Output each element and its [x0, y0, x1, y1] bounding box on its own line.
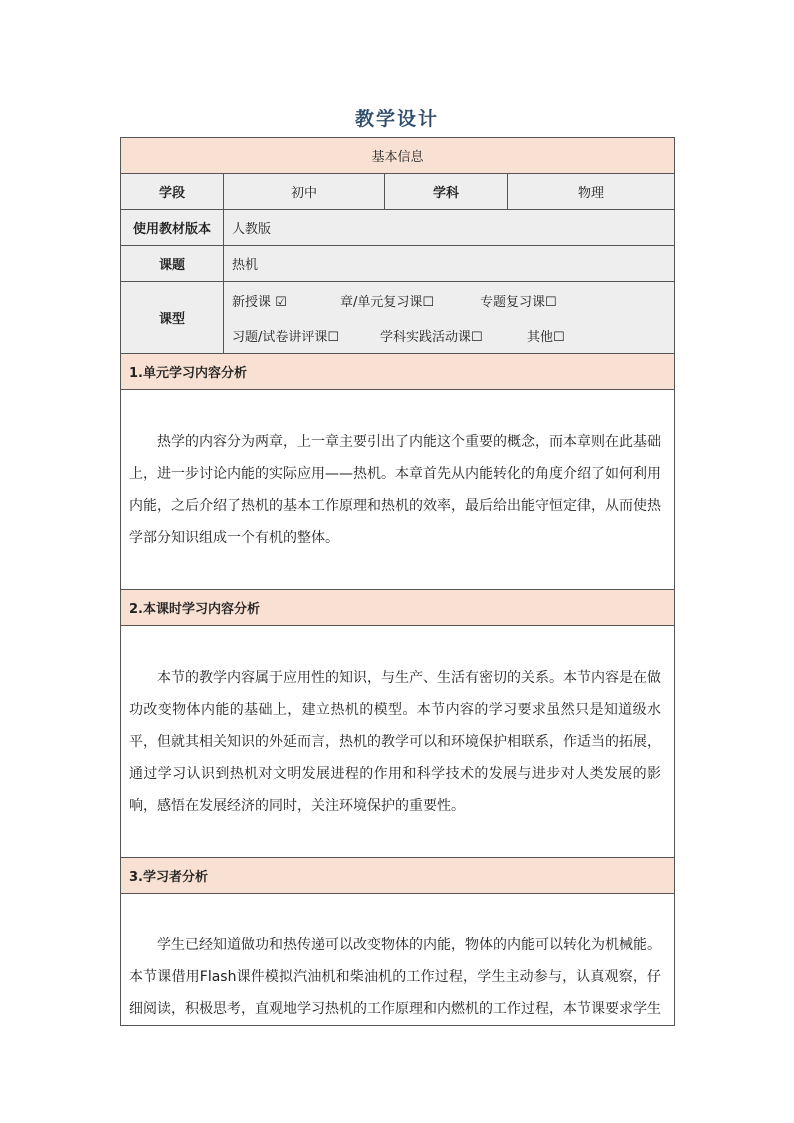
section-paragraph: 本节的教学内容属于应用性的知识，与生产、生活有密切的关系。本节内容是在做功改变物体内能的基础上，建立热机的模型。本节内容的学习要求虽然只是知道级水平，但就其相关知识的外延而言，热机的教学可以和环境保护相联系，作适当的拓展，通过学习认识到热机对文明发展进程的作用和科学技术的发展与进步对人类发展的影响，感悟在发展经济的同时，关注环境保护的重要性。	[129, 669, 662, 814]
basic-info-header-row	[121, 138, 675, 174]
section-heading: 2.本课时学习内容分析	[121, 590, 675, 626]
basic-info-header: 基本信息	[121, 138, 675, 174]
option-exercise-review[interactable]: 习题/试卷讲评课☐	[232, 329, 340, 345]
topic-label: 课题	[121, 246, 224, 282]
textbook-label: 使用教材版本	[121, 210, 224, 246]
lesson-type-row	[121, 282, 675, 354]
lesson-type-options-line-1	[224, 283, 674, 318]
option-practice-activity[interactable]: 学科实践活动课☐	[380, 329, 483, 345]
option-other[interactable]: 其他☐	[527, 329, 565, 345]
section-paragraph: 热学的内容分为两章，上一章主要引出了内能这个重要的概念，而本章则在此基础上，进一步讨论内能的实际应用——热机。本章首先从内能转化的角度介绍了如何利用内能，之后介绍了热机的基本工作原理和热机的效率，最后给出能守恒定律，从而使热学部分知识组成一个有机的整体。	[129, 433, 662, 546]
section-1-body-row	[121, 390, 675, 590]
textbook-row	[121, 210, 675, 246]
section-paragraph: 学生已经知道做功和热传递可以改变物体的内能，物体的内能可以转化为机械能。本节课借用Flash课件模拟汽油机和柴油机的工作过程，学生主动参与，认真观察，仔细阅读，积极思考，直观地学习热机的工作原理和内燃机的工作过程，本节课要求学生	[129, 937, 662, 1017]
subject-value: 物理	[508, 174, 675, 210]
section-3-heading-row	[121, 858, 675, 894]
lesson-type-options-line-2	[224, 318, 674, 353]
lesson-type-label: 课型	[121, 282, 224, 354]
section-heading: 1.单元学习内容分析	[121, 354, 675, 390]
section-body	[121, 894, 675, 1026]
section-body	[121, 626, 675, 858]
topic-value: 热机	[224, 246, 675, 282]
lesson-design-table	[120, 137, 675, 1026]
section-2-heading-row	[121, 590, 675, 626]
section-heading: 3.学习者分析	[121, 858, 675, 894]
stage-subject-row	[121, 174, 675, 210]
option-topic-review[interactable]: 专题复习课☐	[480, 294, 557, 310]
stage-value: 初中	[224, 174, 385, 210]
topic-row	[121, 246, 675, 282]
section-body	[121, 390, 675, 590]
subject-label: 学科	[385, 174, 508, 210]
textbook-value: 人教版	[224, 210, 675, 246]
section-1-heading-row	[121, 354, 675, 390]
lesson-type-options	[224, 282, 675, 354]
option-chapter-review[interactable]: 章/单元复习课☐	[340, 294, 435, 310]
stage-label: 学段	[121, 174, 224, 210]
page-title: 教学设计	[354, 108, 439, 130]
section-body-clip	[121, 929, 674, 1025]
section-3-body-row	[121, 894, 675, 1026]
section-2-body-row	[121, 626, 675, 858]
option-new-lesson[interactable]: 新授课 ☑	[232, 294, 287, 310]
